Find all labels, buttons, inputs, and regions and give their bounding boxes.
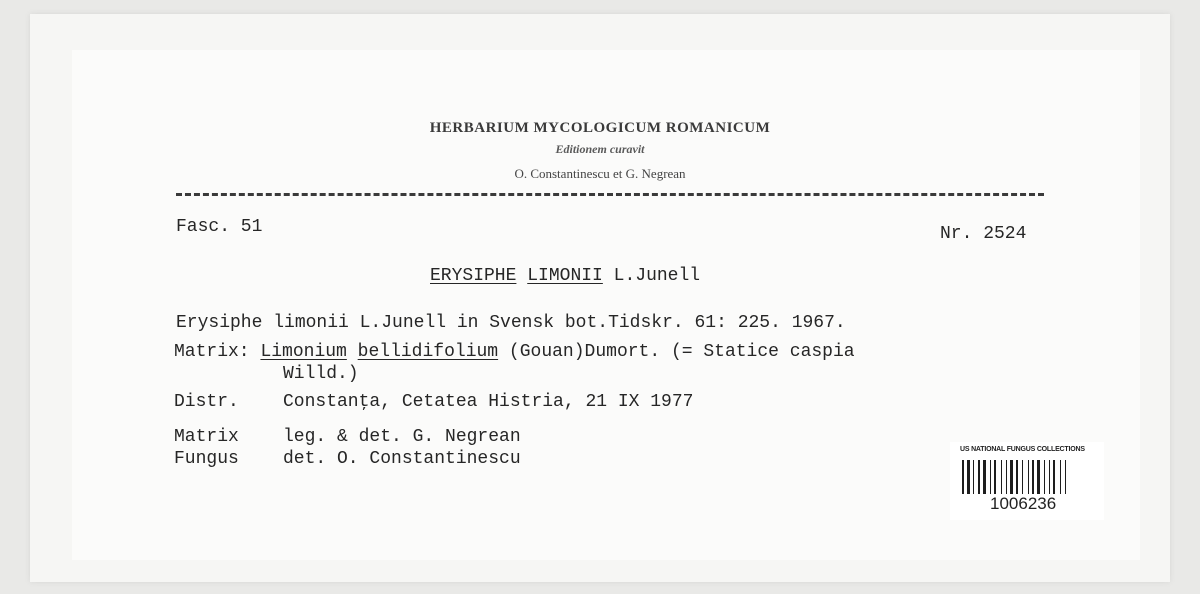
fascicle-number: Fasc. 51 bbox=[176, 217, 263, 237]
herbarium-title: HERBARIUM MYCOLOGICUM ROMANICUM bbox=[429, 120, 771, 136]
species-epithet: LIMONII bbox=[527, 266, 603, 286]
distr-label: Distr. bbox=[174, 392, 239, 412]
matrix-continuation: Willd.) bbox=[283, 364, 359, 384]
matrix-collector-label: Matrix bbox=[174, 427, 239, 447]
dashed-divider bbox=[176, 193, 1044, 196]
species-author: L.Junell bbox=[613, 266, 701, 286]
barcode-caption: US NATIONAL FUNGUS COLLECTIONS bbox=[960, 446, 1085, 453]
specimen-number: Nr. 2524 bbox=[940, 224, 1027, 244]
matrix-collector-value: leg. & det. G. Negrean bbox=[283, 427, 521, 447]
matrix-line bbox=[174, 342, 855, 362]
host-rest: (Gouan)Dumort. (= Statice caspia bbox=[508, 342, 855, 362]
host-genus: Limonium bbox=[260, 342, 347, 362]
host-species: bellidifolium bbox=[357, 342, 499, 362]
matrix-label: Matrix: bbox=[174, 342, 250, 362]
fungus-value: det. O. Constantinescu bbox=[283, 449, 521, 469]
citation: Erysiphe limonii L.Junell in Svensk bot.Tidskr. 61: 225. 1967. bbox=[176, 313, 846, 333]
herbarium-subtitle: Editionem curavit bbox=[555, 142, 645, 156]
herbarium-authors: O. Constantinescu et G. Negrean bbox=[514, 166, 686, 181]
fungus-label: Fungus bbox=[174, 449, 239, 469]
barcode-icon bbox=[962, 460, 1098, 494]
genus-name: ERYSIPHE bbox=[430, 266, 517, 286]
barcode-number: 1006236 bbox=[990, 494, 1057, 513]
distr-value: Constanţa, Cetatea Histria, 21 IX 1977 bbox=[283, 392, 694, 412]
species-name bbox=[430, 266, 700, 286]
